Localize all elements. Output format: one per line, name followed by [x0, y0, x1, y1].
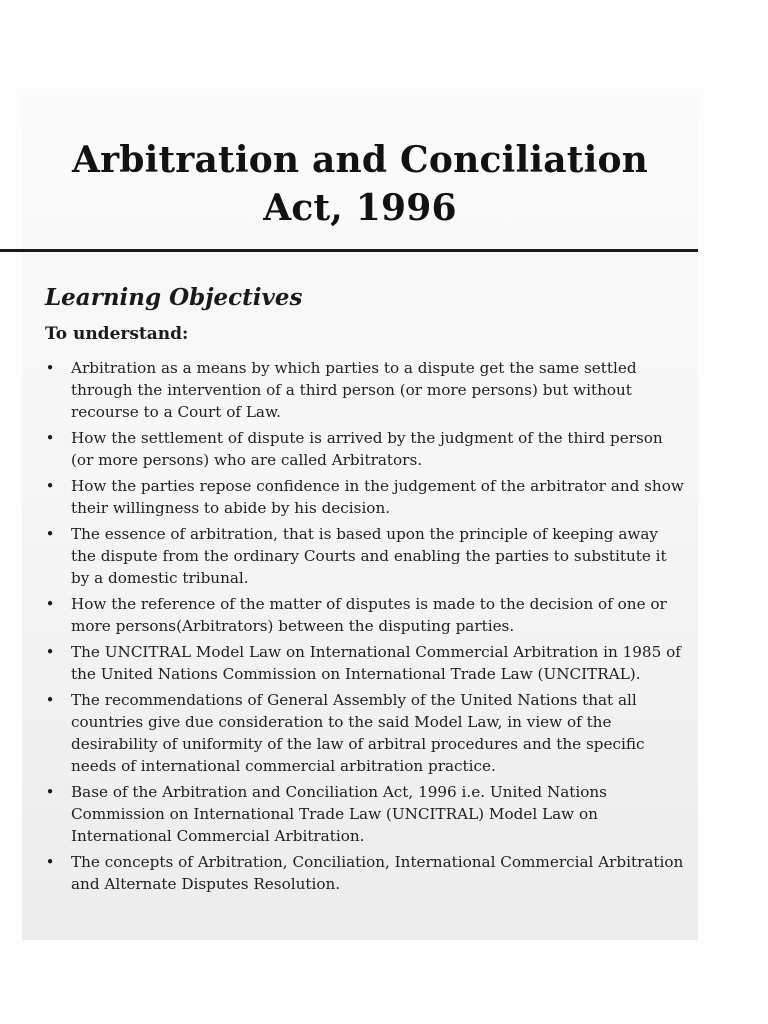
bullet-icon: • — [45, 525, 55, 543]
objective-text: How the settlement of dispute is arrived by the judgment of the third person (or more persons) who are called Arbitrators. — [71, 429, 663, 469]
list-item — [45, 641, 685, 685]
objective-text: How the reference of the matter of disputes is made to the decision of one or more persons(Arbitrators) between the disputing parties. — [71, 595, 667, 635]
bullet-icon: • — [45, 853, 55, 871]
to-understand-subheading: To understand: — [45, 324, 189, 344]
chapter-title — [22, 136, 698, 232]
list-item — [45, 593, 685, 637]
bullet-icon: • — [45, 359, 55, 377]
bullet-icon: • — [45, 595, 55, 613]
chapter-title-line-2: Act, 1996 — [263, 187, 457, 229]
list-item — [45, 851, 685, 895]
objective-text: The recommendations of General Assembly of the United Nations that all countries give due consideration to the said Model Law, in view of the desirability of uniformity of the law of arbitral procedures and the specific needs of international commercial arbitration practice. — [71, 691, 645, 775]
list-item — [45, 427, 685, 471]
list-item — [45, 523, 685, 589]
list-item — [45, 781, 685, 847]
bullet-icon: • — [45, 783, 55, 801]
objective-text: The essence of arbitration, that is based upon the principle of keeping away the dispute from the ordinary Courts and enabling the parties to substitute it by a domestic tribunal. — [71, 525, 667, 587]
title-divider — [0, 249, 698, 252]
objectives-list — [45, 357, 685, 899]
objective-text: Arbitration as a means by which parties to a dispute get the same settled through the intervention of a third person (or more persons) but without recourse to a Court of Law. — [71, 359, 637, 421]
bullet-icon: • — [45, 477, 55, 495]
learning-objectives-heading: Learning Objectives — [45, 284, 303, 311]
chapter-title-line-1: Arbitration and Conciliation — [71, 139, 649, 181]
bullet-icon: • — [45, 643, 55, 661]
bullet-icon: • — [45, 429, 55, 447]
list-item — [45, 357, 685, 423]
bullet-icon: • — [45, 691, 55, 709]
objective-text: The concepts of Arbitration, Conciliation, International Commercial Arbitration and Alternate Disputes Resolution. — [71, 853, 684, 893]
objective-text: How the parties repose confidence in the judgement of the arbitrator and show their willingness to abide by his decision. — [71, 477, 684, 517]
list-item — [45, 475, 685, 519]
objective-text: The UNCITRAL Model Law on International Commercial Arbitration in 1985 of the United Nations Commission on International Trade Law (UNCITRAL). — [71, 643, 681, 683]
objective-text: Base of the Arbitration and Conciliation Act, 1996 i.e. United Nations Commission on International Trade Law (UNCITRAL) Model Law on International Commercial Arbitration. — [71, 783, 607, 845]
list-item — [45, 689, 685, 777]
